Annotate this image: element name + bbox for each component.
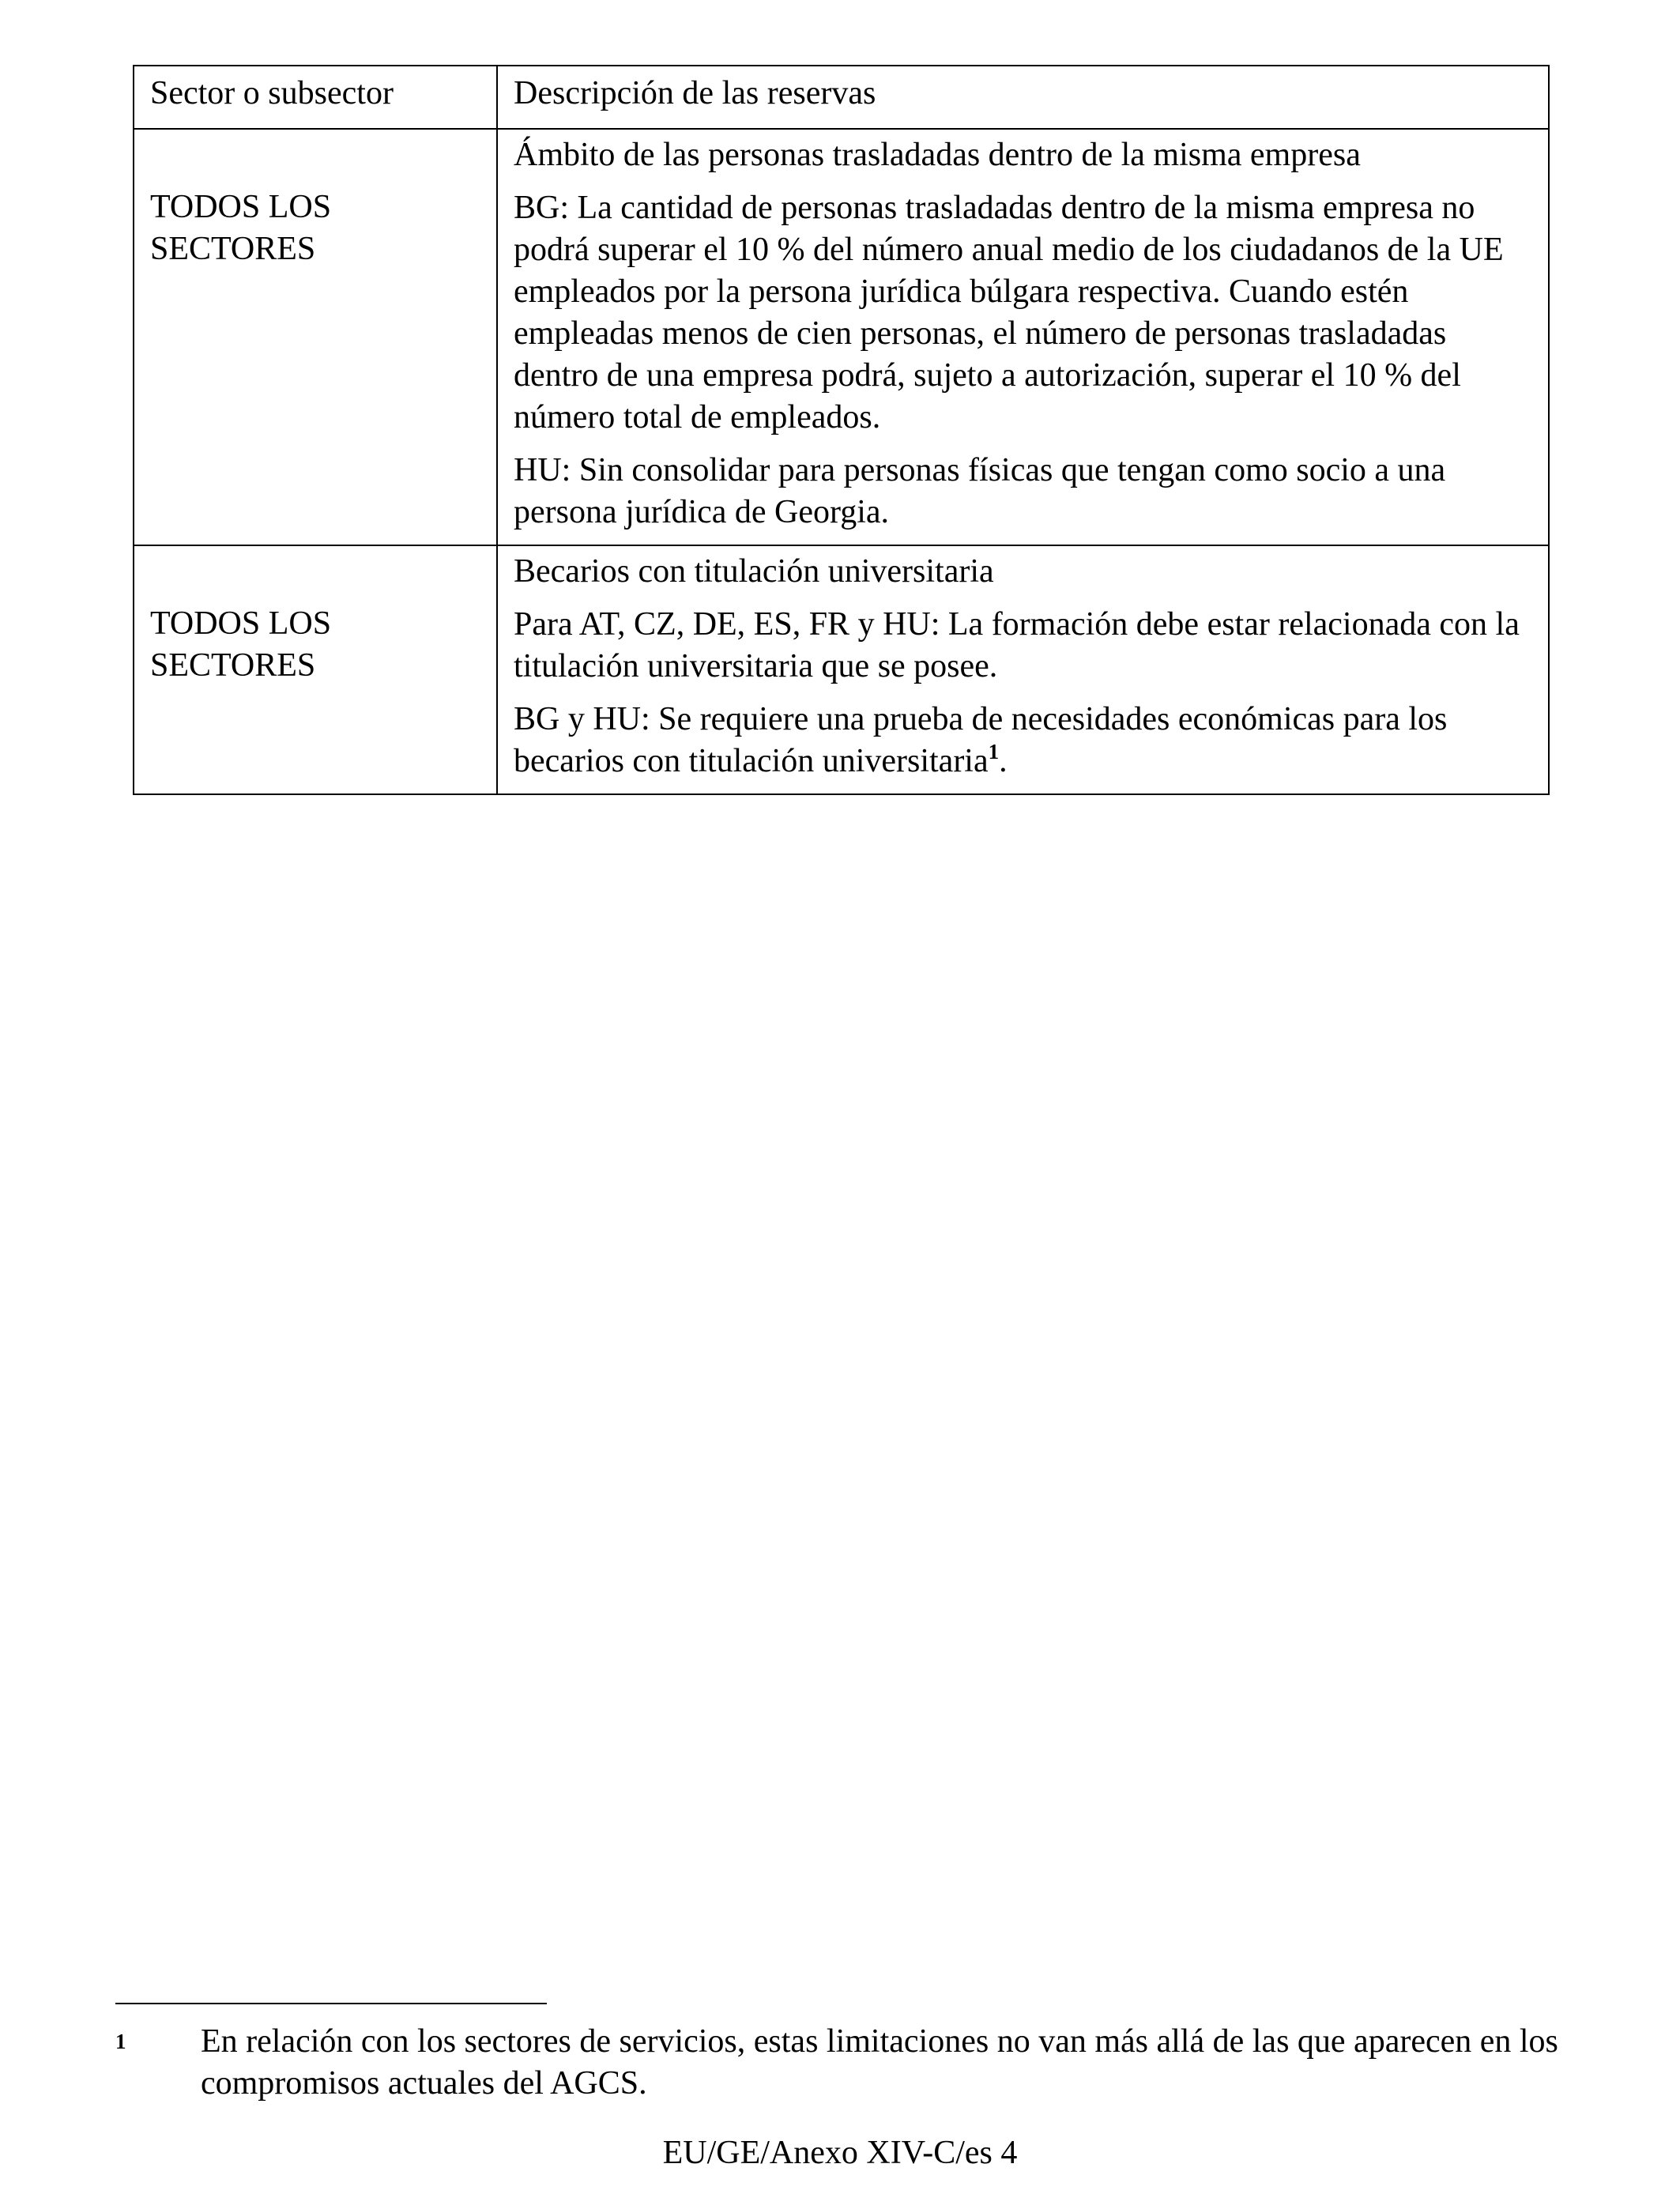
footnote-reference[interactable]: 1 (988, 740, 1000, 763)
sector-cell (134, 545, 497, 794)
sector-label: TODOS LOS SECTORES (150, 189, 332, 267)
footnote-separator (115, 2003, 547, 2004)
table-header-row (134, 66, 1549, 129)
description-cell (497, 545, 1549, 794)
description-text: BG y HU: Se requiere una prueba de necesidades económicas para los becarios con titulación universitaria (514, 701, 1448, 779)
header-sector: Sector o subsector (134, 66, 497, 129)
footnote (115, 2021, 1561, 2105)
description-paragraph: Para AT, CZ, DE, ES, FR y HU: La formación debe estar relacionada con la titulación universitaria que se posee. (514, 606, 1520, 684)
reservations-table (133, 65, 1550, 795)
sentence-end: . (999, 743, 1008, 779)
footnote-text: En relación con los sectores de servicios, estas limitaciones no van más allá de las que aparecen en los compromisos actuales del AGCS. (201, 2023, 1558, 2102)
description-paragraph: BG: La cantidad de personas trasladadas dentro de la misma empresa no podrá superar el 10 % del número anual medio de los ciudadanos de la UE empleados por la persona jurídica búlgara respectiva. Cuando estén empleadas menos de cien personas, el número de personas trasladadas dentro de una empresa podrá, sujeto a autorización, superar el 10 % del número total de empleados. (514, 190, 1504, 435)
description-cell (497, 129, 1549, 545)
description-paragraph: HU: Sin consolidar para personas físicas que tengan como socio a una persona jurídica de Georgia. (514, 452, 1446, 530)
header-description: Descripción de las reservas (497, 66, 1549, 129)
table-row (134, 545, 1549, 794)
page-footer: EU/GE/Anexo XIV-C/es 4 (662, 2135, 1018, 2171)
sector-cell (134, 129, 497, 545)
table-row (134, 129, 1549, 545)
description-heading: Ámbito de las personas trasladadas dentro de la misma empresa (514, 137, 1361, 173)
description-paragraph-with-footnote (514, 699, 1534, 782)
description-heading: Becarios con titulación universitaria (514, 553, 994, 590)
footnote-number: 1 (115, 2030, 126, 2053)
sector-label: TODOS LOS SECTORES (150, 605, 332, 684)
